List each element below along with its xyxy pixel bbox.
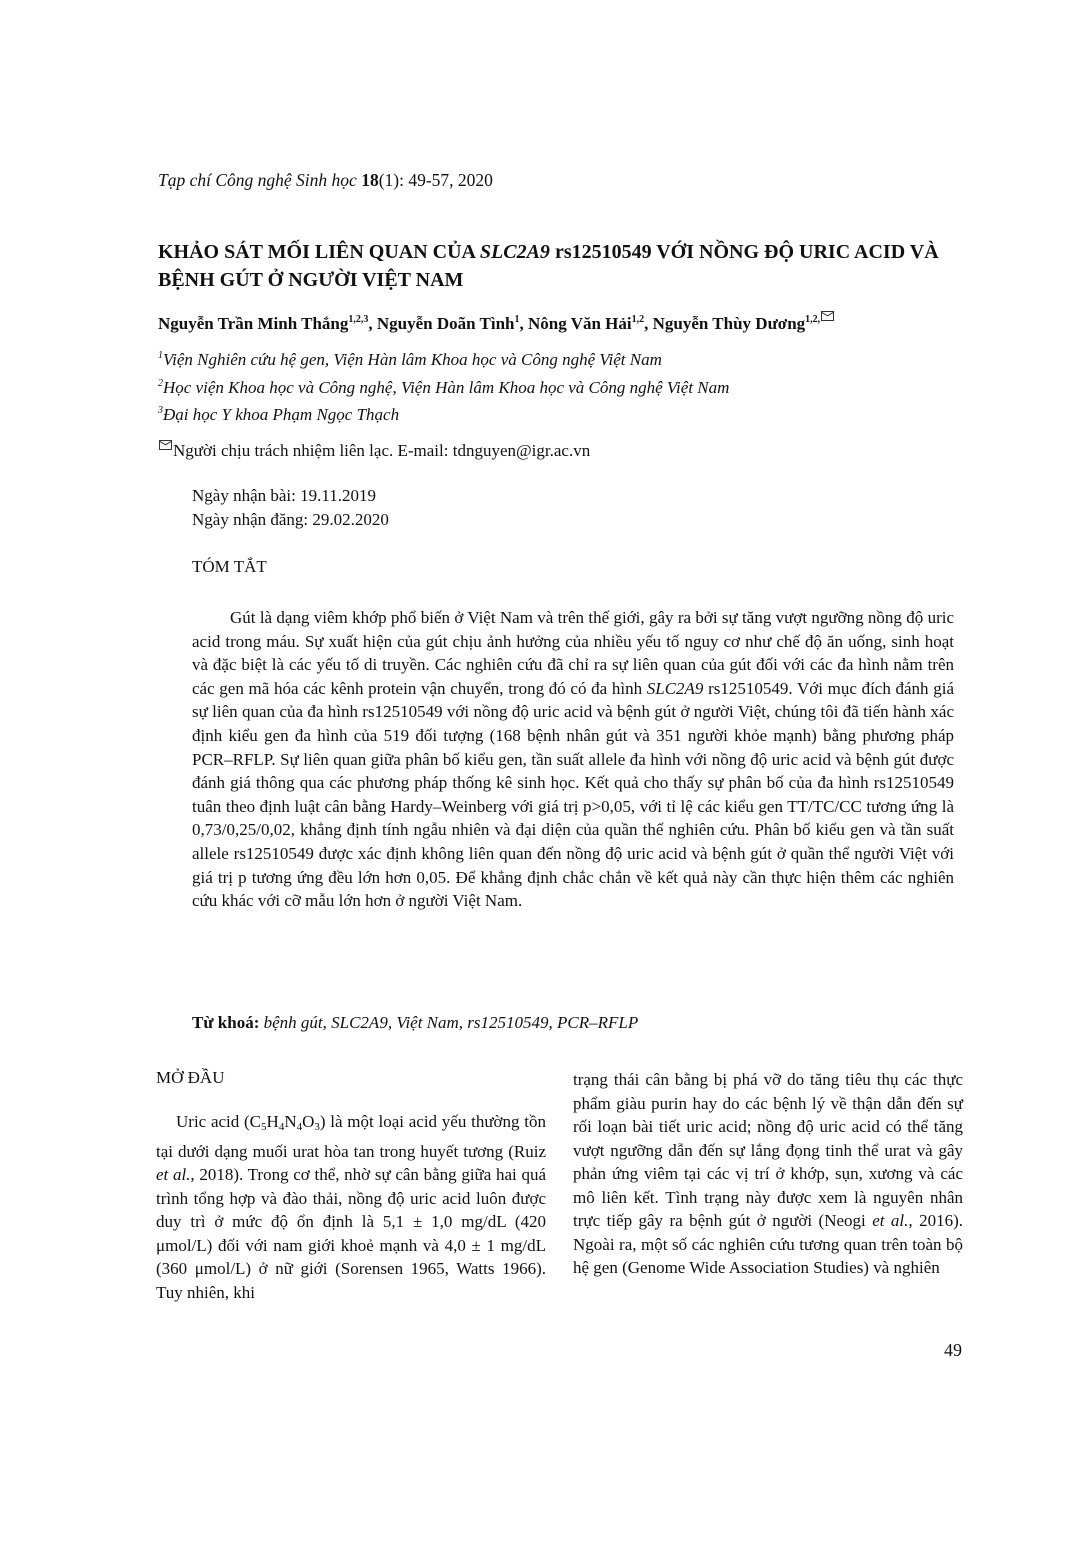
- author-name: Nguyễn Trần Minh Thắng: [158, 314, 349, 333]
- affiliation-item: [158, 372, 729, 400]
- affiliation-number: 1: [158, 350, 163, 361]
- keywords-text: bệnh gút, SLC2A9, Việt Nam, rs12510549, PCR–RFLP: [259, 1013, 639, 1032]
- intro-text: Uric acid (C: [176, 1112, 262, 1131]
- affiliation-item: [158, 344, 729, 372]
- envelope-icon: [821, 311, 834, 321]
- author-affiliation: 1,2,3: [348, 314, 369, 325]
- citation-etal: et al.,: [156, 1165, 195, 1185]
- abstract-text-1: Gút là dạng viêm khớp phổ biến ở Việt Nam và trên thế giới, gây ra bởi sự tăng vượt ngưỡng nồng độ uric acid trong máu. Sự xuất hiện của gút chịu ảnh hưởng của nhiều yếu tố nguy cơ như chế độ ăn uống, sinh hoạt và đặc biệt là các yếu tố di truyền. Các nghiên cứu đã chỉ ra sự liên quan của gút đối với các đa hình nằm trên các gen mã hóa các kênh protein vận chuyển, trong đó có đa hình: [192, 608, 954, 698]
- author-affiliation: 1,2,: [805, 314, 821, 325]
- keywords-label: Từ khoá:: [192, 1013, 260, 1032]
- citation-etal: et al.,: [872, 1211, 913, 1231]
- date-received: Ngày nhận bài: 19.11.2019: [192, 486, 376, 505]
- affiliations: [158, 344, 729, 427]
- intro-text: O: [302, 1112, 315, 1131]
- envelope-icon: [159, 440, 172, 450]
- intro-left-column: [156, 1110, 546, 1304]
- journal-citation: [158, 170, 493, 191]
- affiliation-number: 3: [158, 405, 163, 416]
- author-affiliation: 1,2: [631, 314, 645, 325]
- formula-subscript: 5: [261, 1121, 267, 1133]
- abstract-text-2: rs12510549. Với mục đích đánh giá sự liên quan của đa hình rs12510549 với nồng độ uric acid và bệnh gút ở người Việt, chúng tôi đã tiến hành xác định kiểu gen đa hình của 519 đối tượng (168 bệnh nhân gút và 351 người khỏe mạnh) bằng phương pháp PCR–RFLP. Sự liên quan giữa phân bố kiểu gen, tần suất allele đa hình với nồng độ uric acid và bệnh gút được đánh giá thông qua các phương pháp thống kê sinh học. Kết quả cho thấy sự phân bố của đa hình rs12510549 tuân theo định luật cân bằng Hardy–Weinberg với giá trị p>0,05, với tỉ lệ các kiểu gen TT/TC/CC tương ứng là 0,73/0,25/0,02, khẳng định tính ngẫu nhiên và đại diện của quần thể nghiên cứu. Phân bố kiểu gen và tần suất allele rs12510549 được xác định không liên quan đến nồng độ uric acid và bệnh gút ở quần thể người Việt với giá trị p tương ứng đều lớn hơn 0,05. Để khẳng định chắc chắn về kết quả này cần thực hiện thêm các nghiên cứu khác với cỡ mẫu lớn hơn ở người Việt Nam.: [192, 678, 954, 911]
- affiliation-text: Học viện Khoa học và Công nghệ, Viện Hàn lâm Khoa học và Công nghệ Việt Nam: [163, 377, 730, 397]
- formula-subscript: 3: [314, 1121, 320, 1133]
- page-number: 49: [944, 1340, 962, 1360]
- affiliation-number: 2: [158, 377, 163, 389]
- contact-text: Người chịu trách nhiệm liên lạc. E-mail: tdnguyen@igr.ac.vn: [173, 441, 591, 460]
- intro-text: trạng thái cân bằng bị phá vỡ do tăng tiêu thụ các thực phẩm giàu purin hay do các bệnh lý về thận dẫn đến sự rối loạn bài tiết uric acid; nồng độ uric acid có thể tăng vượt ngưỡng dẫn đến sự lắng đọng tinh thể urat và gây phản ứng viêm tại các vị trí ở khớp, sụn, xương và các mô liên kết. Tình trạng này được xem là nguyên nhân trực tiếp gây ra bệnh gút ở người (Neogi: [573, 1070, 963, 1231]
- intro-right-column: [573, 1068, 963, 1280]
- date-accepted: Ngày nhận đăng: 29.02.2020: [192, 509, 389, 529]
- author-list: [158, 311, 834, 334]
- affiliation-text: Đại học Y khoa Phạm Ngọc Thạch: [163, 405, 400, 424]
- title-part-2: rs12510549 VỚI NỒNG ĐỘ URIC ACID VÀ BỆNH GÚT Ở NGƯỜI VIỆT NAM: [158, 241, 939, 291]
- intro-text: N: [284, 1112, 297, 1131]
- author-name: Nông Văn Hải: [528, 314, 632, 333]
- author-name: Nguyễn Doãn Tình: [376, 314, 515, 333]
- author-affiliation: 1: [514, 314, 520, 325]
- author-name: Nguyễn Thùy Dương: [652, 314, 806, 333]
- journal-name: Tạp chí Công nghệ Sinh học: [158, 170, 357, 190]
- intro-text: H: [266, 1112, 279, 1131]
- author-separator: ,: [368, 314, 377, 333]
- abstract-heading: TÓM TẮT: [192, 557, 267, 576]
- formula-subscript: 4: [296, 1121, 303, 1133]
- title-gene: SLC2A9: [479, 241, 550, 263]
- intro-text: 2016). Ngoài ra, một số các nghiên cứu tương quan trên toàn bộ hệ gen (Genome Wide Association Studies) và nghiên: [573, 1211, 964, 1278]
- affiliation-text: Viện Nghiên cứu hệ gen, Viện Hàn lâm Khoa học và Công nghệ Việt Nam: [163, 350, 662, 369]
- abstract-gene: SLC2A9: [646, 678, 704, 698]
- journal-issue-pages: (1): 49-57, 2020: [378, 170, 493, 190]
- formula-subscript: 4: [278, 1121, 285, 1133]
- intro-text: 2018). Trong cơ thể, nhờ sự cân bằng giữa hai quá trình tổng hợp và đào thải, nồng độ uric acid luôn được duy trì ở mức độ ổn định là 5,1 ± 1,0 mg/dL (420 μmol/L) đối với nam giới khoẻ mạnh và 4,0 ± 1 mg/dL (360 μmol/L) ở nữ giới (Sorensen 1965, Watts 1966). Tuy nhiên, khi: [156, 1165, 546, 1302]
- corresponding-contact: [158, 440, 590, 461]
- keywords: [192, 1013, 638, 1033]
- journal-volume: 18: [361, 170, 379, 190]
- author-separator: ,: [519, 314, 529, 333]
- paper-title: [158, 238, 988, 294]
- author-separator: ,: [644, 314, 653, 333]
- intro-heading: MỞ ĐẦU: [156, 1068, 225, 1087]
- intro-text: ) là một loại acid yếu thường tồn tại dưới dạng muối urat hòa tan trong huyết tương (Ruiz: [156, 1112, 546, 1161]
- title-part-1: KHẢO SÁT MỐI LIÊN QUAN CỦA: [158, 241, 480, 263]
- affiliation-item: [158, 399, 729, 427]
- article-dates: [192, 484, 389, 531]
- abstract-body: [192, 606, 954, 913]
